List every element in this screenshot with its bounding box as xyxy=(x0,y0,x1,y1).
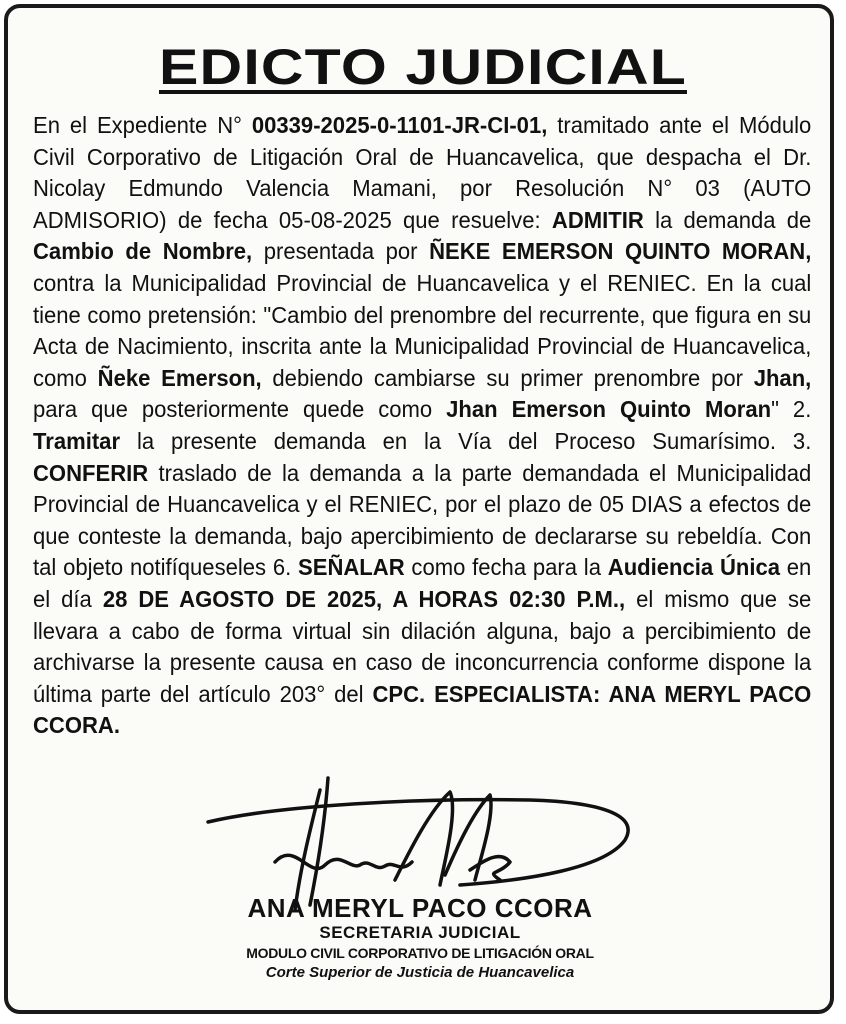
signature-block xyxy=(220,893,620,983)
body-text-segment: en el día xyxy=(33,554,812,612)
body-text-segment: el mismo que se llevara a cabo de forma virtual sin dilación alguna, bajo a percibimiento de archivarse la presente causa en caso de inconcurrencia conforme dispone la última parte del artículo 203° del xyxy=(33,585,812,707)
body-text-segment: En el Expediente N° xyxy=(33,112,252,138)
body-text-segment: la presente demanda en la Vía del Proceso Sumarísimo. 3. xyxy=(120,427,812,454)
edict-body xyxy=(33,110,811,742)
signatory-role: SECRETARIA JUDICIAL xyxy=(319,923,521,942)
body-bold-segment: ÑEKE EMERSON QUINTO MORAN, xyxy=(429,238,812,265)
body-text-segment: para que posteriormente quede como xyxy=(33,396,447,423)
body-bold-segment: 00339-2025-0-1101-JR-CI-01, xyxy=(251,112,548,138)
body-text-segment: como fecha para la xyxy=(404,554,608,581)
signatory-office: MODULO CIVIL CORPORATIVO DE LITIGACIÓN ORAL xyxy=(246,945,594,961)
body-text-segment: " 2. xyxy=(771,396,812,423)
body-bold-segment: Jhan Emerson Quinto Moran xyxy=(446,396,772,423)
body-bold-segment: Audiencia Única xyxy=(607,554,781,581)
body-text-segment: contra la Municipalidad Provincial de Huancavelica y el RENIEC. En la cual tiene como pretensión: "Cambio del prenombre del recurrente, que figura en su Acta de Nacimiento, inscrita ante la Municipalidad Provincial de Huancavelica, como xyxy=(33,269,812,391)
body-bold-segment: Jhan, xyxy=(753,364,812,391)
body-bold-segment: CONFERIR xyxy=(33,459,149,486)
signatory-court: Corte Superior de Justicia de Huancavelica xyxy=(265,964,575,981)
body-text-segment: tramitado ante el Módulo Civil Corporativo de Litigación Oral de Huancavelica, que despacha el Dr. Nicolay Edmundo Valencia Mamani, por Resolución N° 03 (AUTO ADMISORIO) de fecha 05-08-2025 que resuelve: xyxy=(33,112,812,233)
body-text-segment: traslado de la demanda a la parte demandada el Municipalidad Provincial de Huancavelica y el RENIEC, por el plazo de 05 DIAS a efectos de que conteste la demanda, bajo apercibimiento de declararse su rebeldía. Con tal objeto notifíqueseles 6. xyxy=(33,459,812,581)
body-bold-segment: CPC. ESPECIALISTA: ANA MERYL PACO CCORA. xyxy=(33,680,812,739)
body-text-segment: la demanda de xyxy=(643,206,812,233)
body-bold-segment: 28 DE AGOSTO DE 2025, A HORAS 02:30 P.M., xyxy=(102,585,626,612)
body-bold-segment: Cambio de Nombre, xyxy=(33,238,253,265)
body-text-segment: presentada por xyxy=(252,238,430,265)
body-bold-segment: SEÑALAR xyxy=(298,554,405,581)
body-bold-segment: Ñeke Emerson, xyxy=(97,364,262,391)
edict-title: EDICTO JUDICIAL xyxy=(158,39,687,95)
body-text-segment: debiendo cambiarse su primer prenombre por xyxy=(261,364,754,391)
body-bold-segment: ADMITIR xyxy=(551,206,644,233)
signatory-name: ANA MERYL PACO CCORA xyxy=(247,893,593,923)
body-bold-segment: Tramitar xyxy=(33,427,121,454)
